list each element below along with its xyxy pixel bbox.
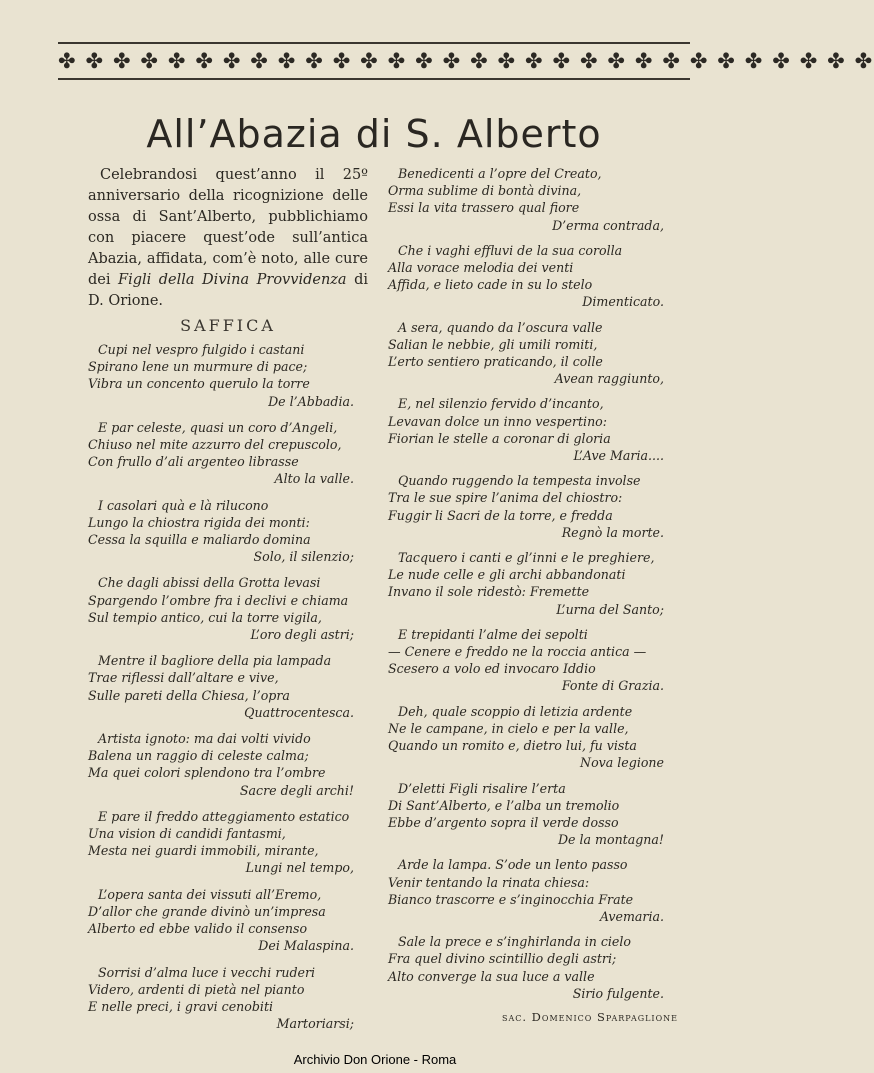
verse-line: Alla vorace melodia dei venti (388, 260, 574, 276)
poem-stanza (388, 242, 678, 311)
left-stanzas (88, 341, 368, 1032)
verse-line: Tacquero i canti e gl’inni e le preghiere, (398, 550, 655, 566)
poem-stanza (388, 549, 678, 618)
verse-line: L’urna del Santo; (556, 601, 664, 617)
verse-line: Sirio fulgente. (572, 985, 664, 1001)
verse-line: De la montagna! (557, 832, 664, 848)
verse-line: Salian le nebbie, gli umili romiti, (388, 336, 598, 352)
verse-line: D’erma contrada, (552, 217, 664, 233)
poem-stanza (88, 497, 368, 566)
verse-line: Artista ignoto: ma dai volti vivido (98, 731, 311, 747)
verse-line: E par celeste, quasi un coro d’Angeli, (98, 419, 338, 435)
verse-line: Quattrocentesca. (244, 704, 354, 720)
verse-line: Fuggir li Sacri de la torre, e fredda (388, 507, 613, 523)
verse-line: Quando ruggendo la tempesta involse (398, 473, 641, 489)
verse-line: Alberto ed ebbe valido il consenso (88, 921, 308, 937)
verse-line: Sale la prece e s’inghirlanda in cielo (398, 934, 631, 950)
verse-line: Nova legione (580, 755, 664, 771)
verse-line: Sacre degli archi! (239, 782, 354, 798)
verse-line: Martoriarsi; (276, 1016, 354, 1032)
poem-stanza (388, 856, 678, 925)
verse-line: Sorrisi d’alma luce i vecchi ruderi (98, 964, 316, 980)
verse-line: Mesta nei guardi immobili, mirante, (88, 843, 319, 859)
verse-line: Regnò la morte. (561, 524, 664, 540)
poem-stanza (88, 886, 368, 955)
verse-line: Sulle pareti della Chiesa, l’opra (88, 687, 290, 703)
poem-stanza (88, 808, 368, 877)
verse-line: I casolari quà e là rilucono (98, 497, 269, 513)
verse-line: L’opera santa dei vissuti all’Eremo, (98, 886, 322, 902)
verse-line: — Cenere e freddo ne la roccia antica — (388, 644, 647, 660)
verse-line: Deh, quale scoppio di letizia ardente (398, 703, 633, 719)
ornament-bottom-rule (58, 78, 690, 80)
poem-stanza (388, 703, 678, 772)
verse-line: A sera, quando da l’oscura valle (398, 319, 603, 335)
poem-stanza (388, 319, 678, 388)
verse-line: Con frullo d’ali argenteo librasse (88, 454, 299, 470)
page-title: All’Abazia di S. Alberto (146, 112, 602, 156)
verse-line: Lungi nel tempo, (245, 860, 354, 876)
poem-stanza (88, 730, 368, 799)
verse-line: Trae riflessi dall’altare e vive, (88, 670, 279, 686)
author-signature: sac. Domenico Sparpaglione (501, 1009, 678, 1024)
verse-line: Quando un romito e, dietro lui, fu vista (388, 738, 637, 754)
verse-line: Bianco trascorre e s’inginocchia Frate (388, 891, 634, 907)
verse-line: Cessa la squilla e maliardo domina (88, 532, 311, 548)
verse-line: Balena un raggio di celeste calma; (88, 748, 309, 764)
verse-line: D’eletti Figli risalire l’erta (398, 780, 566, 796)
verse-line: Alto la valle. (274, 471, 354, 487)
verse-line: Tra le sue spire l’anima del chiostro: (388, 490, 623, 506)
verse-line: Essi la vita trassero qual fiore (388, 200, 580, 216)
verse-line: Dei Malaspina. (258, 938, 354, 954)
verse-line: Avemaria. (599, 908, 664, 924)
poem-stanza (88, 652, 368, 721)
verse-line: Spirano lene un murmure di pace; (88, 359, 308, 375)
verse-line: Lungo la chiostra rigida dei monti: (88, 514, 310, 530)
verse-line: Ebbe d’argento sopra il verde dosso (388, 814, 619, 830)
right-stanzas (388, 165, 678, 1002)
verse-line: Arde la lampa. S’ode un lento passo (398, 857, 628, 873)
verse-line: Mentre il bagliore della pia lampada (98, 653, 332, 669)
verse-line: E nelle preci, i gravi cenobiti (88, 998, 274, 1014)
verse-line: Che i vaghi effluvi de la sua corolla (398, 242, 623, 258)
verse-line: Spargendo l’ombre fra i declivi e chiama (88, 592, 349, 608)
intro-italic: Figli della Divina Provvidenza (118, 272, 347, 288)
verse-line: Videro, ardenti di pietà nel pianto (88, 981, 305, 997)
ornamental-border: ✤ ✤ ✤ ✤ ✤ ✤ ✤ ✤ ✤ ✤ ✤ ✤ ✤ ✤ ✤ ✤ ✤ ✤ ✤ ✤ ✤ ✤ ✤ ✤ ✤ ✤ ✤ ✤ ✤ ✤ (58, 49, 874, 73)
verse-line: Vibra un concento querulo la torre (88, 376, 310, 392)
verse-line: Affida, e lieto cade in su lo stelo (388, 277, 593, 293)
verse-line: Invano il sole ridestò: Fremette (388, 584, 590, 600)
verse-line: Orma sublime di bontà divina, (388, 183, 582, 199)
poem-stanza (388, 395, 678, 464)
verse-line: Fonte di Grazia. (561, 678, 664, 694)
verse-line: Scesero a volo ed invocaro Iddio (388, 661, 596, 677)
poem-stanza (88, 341, 368, 410)
poem-stanza (88, 419, 368, 488)
verse-line: De l’Abbadia. (268, 393, 354, 409)
verse-line: Chiuso nel mite azzurro del crepuscolo, (88, 437, 342, 453)
verse-line: Alto converge la sua luce a valle (388, 968, 595, 984)
poem-stanza (88, 964, 368, 1033)
verse-line: L’erto sentiero praticando, il colle (388, 354, 603, 370)
top-rule (58, 42, 690, 44)
verse-line: Solo, il silenzio; (253, 549, 354, 565)
verse-line: Ne le campane, in cielo e per la valle, (388, 720, 629, 736)
verse-line: Di Sant’Alberto, e l’alba un tremolio (388, 797, 620, 813)
poem-stanza (388, 780, 678, 849)
verse-line: Dimenticato. (582, 294, 664, 310)
poem-stanza (88, 574, 368, 643)
intro-text-1: Celebrandosi quest’anno il 25º anniversario della ricognizione delle ossa di Sant’Alberto, pubblichiamo con piacere quest’ode sull’antica Abazia, affidata, com’è noto, alle cure dei (88, 167, 368, 288)
intro-text-2: di D. Orione. (88, 272, 368, 309)
verse-line: Le nude celle e gli archi abbandonati (388, 567, 626, 583)
poem-stanza (388, 165, 678, 234)
verse-line: Venir tentando la rinata chiesa: (388, 874, 590, 890)
poem-stanza (388, 933, 678, 1002)
verse-line: L’Ave Maria.... (573, 448, 664, 464)
poem-stanza (388, 626, 678, 695)
left-column (88, 165, 368, 1041)
verse-line: Ma quei colori splendono tra l’ombre (88, 765, 326, 781)
poem-subtitle: SAFFICA (180, 316, 276, 335)
verse-line: E, nel silenzio fervido d’incanto, (398, 396, 604, 412)
verse-line: E pare il freddo atteggiamento estatico (98, 808, 350, 824)
intro-paragraph (88, 165, 368, 312)
verse-line: Cupi nel vespro fulgido i castani (98, 342, 305, 357)
verse-line: E trepidanti l’alme dei sepolti (398, 626, 588, 642)
verse-line: D’allor che grande divinò un’impresa (88, 903, 326, 919)
verse-line: Levavan dolce un inno vespertino: (388, 413, 608, 429)
poem-stanza (388, 472, 678, 541)
verse-line: Benedicenti a l’opre del Creato, (398, 166, 602, 181)
archive-footer: Archivio Don Orione - Roma (293, 1052, 457, 1067)
right-column (388, 165, 678, 1024)
verse-line: Sul tempio antico, cui la torre vigila, (88, 609, 322, 625)
verse-line: L’oro degli astri; (250, 627, 354, 643)
verse-line: Avean raggiunto, (554, 371, 664, 387)
verse-line: Fiorian le stelle a coronar di gloria (388, 430, 611, 446)
verse-line: Una vision di candidi fantasmi, (88, 826, 286, 842)
verse-line: Fra quel divino scintillio degli astri; (388, 951, 617, 967)
verse-line: Che dagli abissi della Grotta levasi (98, 575, 321, 591)
